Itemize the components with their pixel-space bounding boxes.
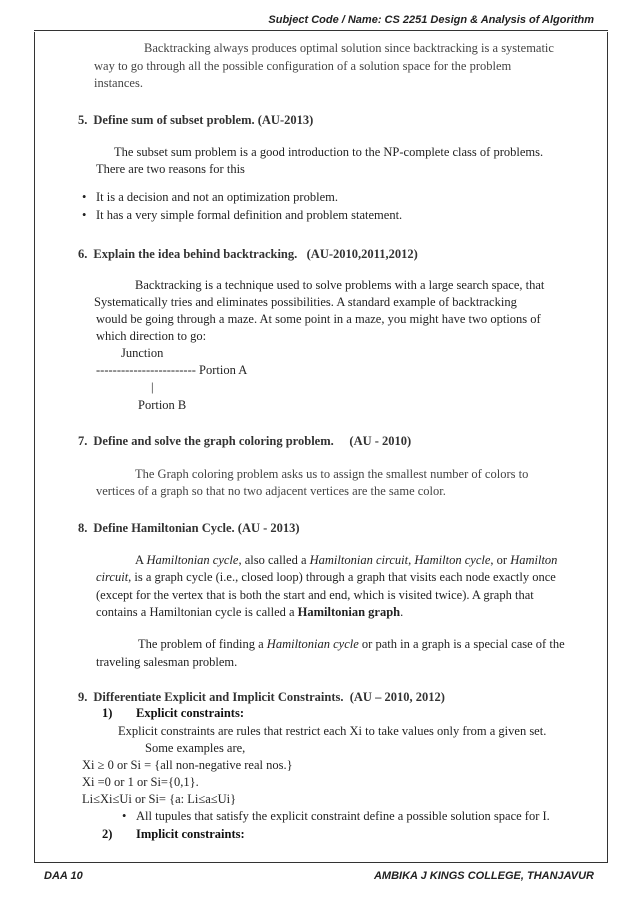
q9-bullet: • All tupules that satisfy the explicit constraint define a possible solution space for I. (136, 809, 550, 824)
page-header: Subject Code / Name: CS 2251 Design & Analysis of Algorithm (268, 14, 594, 26)
q8-line-1 (135, 551, 600, 569)
q5-number: 5. (78, 113, 88, 127)
q7-number: 7. (78, 434, 88, 448)
maze-portion-a: ------------------------ Portion A (96, 363, 248, 377)
q7-line-2: vertices of a graph so that no two adjacent vertices are the same color. (96, 484, 446, 498)
q9-sub2-title: Implicit constraints: (136, 827, 245, 841)
q6-heading (78, 247, 418, 262)
q7-line-1: The Graph coloring problem asks us to assign the smallest number of colors to (135, 467, 529, 481)
q9-sub2-number: 2) (102, 827, 113, 841)
q9-ref: (AU – 2010, 2012) (349, 690, 445, 704)
q5-title: Define sum of subset problem. (AU-2013) (93, 113, 314, 127)
q5-heading (78, 113, 313, 128)
q6-line-2: Systematically tries and eliminates possibilities. A standard example of backtracking (94, 295, 517, 309)
footer-right: AMBIKA J KINGS COLLEGE, THANJAVUR (373, 870, 594, 882)
q8-line-5 (138, 636, 565, 652)
q9-title: Differentiate Explicit and Implicit Constraints. (93, 690, 344, 704)
term-hamiltonian-graph: Hamiltonian graph (297, 605, 401, 619)
maze-portion-b: Portion B (138, 398, 187, 412)
term-hamilton: Hamilton (510, 553, 558, 567)
q8-text-h: The problem of finding a (138, 637, 267, 651)
q8-text-i: or path in a graph is a special case of the (358, 637, 565, 651)
q9-heading (78, 690, 445, 705)
q8-heading (78, 521, 300, 536)
q5-bullet-2: • It has a very simple formal definition and problem statement. (96, 208, 402, 223)
q9-explicit-line-2: Some examples are, (145, 741, 246, 755)
term-circuit: circuit (96, 570, 129, 584)
term-hamiltonian-circuit: Hamiltonian circuit (309, 553, 409, 567)
term-hamiltonian-cycle: Hamiltonian cycle (146, 553, 239, 567)
q9-sub1-heading (102, 706, 244, 721)
q5-line-1: The subset sum problem is a good introduction to the NP-complete class of problems. (114, 145, 544, 159)
q8-text-b: , also called a (238, 553, 310, 567)
q5-bullet-1: • It is a decision and not an optimization problem. (96, 190, 338, 205)
q7-title: Define and solve the graph coloring problem. (93, 434, 334, 448)
q9-sub1-number: 1) (102, 706, 113, 720)
footer-left: DAA 10 (44, 870, 83, 882)
maze-pipe: | (151, 380, 154, 394)
intro-line-2: way to go through all the possible configuration of a solution space for the problem (94, 59, 512, 73)
header-rule (34, 30, 608, 31)
q9-example-3: Li≤Xi≤Ui or Si= {a: Li≤a≤Ui} (82, 792, 237, 806)
q8-text-g: . (400, 605, 404, 619)
intro-line-3: instances. (94, 76, 143, 90)
q8-line-3: (except for the vertex that is both the start and end, which is visited twice). A graph that (96, 588, 534, 602)
q9-example-2: Xi =0 or 1 or Si={0,1}. (82, 775, 199, 789)
q6-line-4: which direction to go: (96, 329, 207, 343)
q8-title: Define Hamiltonian Cycle. (AU - 2013) (93, 521, 300, 535)
q9-number: 9. (78, 690, 88, 704)
maze-junction: Junction (121, 346, 164, 360)
q9-explicit-line-1: Explicit constraints are rules that restrict each Xi to take values only from a given set. (118, 724, 547, 738)
q6-line-3: would be going through a maze. At some point in a maze, you might have two options of (96, 312, 541, 326)
q7-ref: (AU - 2010) (349, 434, 412, 448)
q8-line-2 (96, 568, 600, 586)
q5-line-2: There are two reasons for this (96, 162, 245, 176)
q8-text-d: , or (490, 553, 511, 567)
q6-title: Explain the idea behind backtracking. (93, 247, 298, 261)
q8-text-e: , is a graph cycle (i.e., closed loop) through a graph that visits each node exactly once (128, 570, 556, 584)
q8-text-a: A (135, 553, 147, 567)
q8-text-f: contains a Hamiltonian cycle is called a (96, 605, 298, 619)
q9-sub2-heading (102, 827, 245, 842)
q7-heading (78, 434, 411, 449)
intro-line-1: Backtracking always produces optimal solution since backtracking is a systematic (144, 41, 554, 55)
q8-line-4 (96, 604, 403, 620)
q9-example-1: Xi ≥ 0 or Si = {all non-negative real nos.} (82, 758, 293, 772)
term-hamilton-cycle: Hamilton cycle (414, 553, 491, 567)
term-hamiltonian-cycle-2: Hamiltonian cycle (266, 637, 359, 651)
q8-text-c: , (408, 553, 415, 567)
q8-number: 8. (78, 521, 88, 535)
q6-ref: (AU-2010,2011,2012) (306, 247, 418, 261)
q9-sub1-title: Explicit constraints: (136, 706, 244, 720)
q6-number: 6. (78, 247, 88, 261)
q6-line-1: Backtracking is a technique used to solve problems with a large search space, that (135, 278, 545, 292)
q8-line-6: traveling salesman problem. (96, 655, 238, 669)
